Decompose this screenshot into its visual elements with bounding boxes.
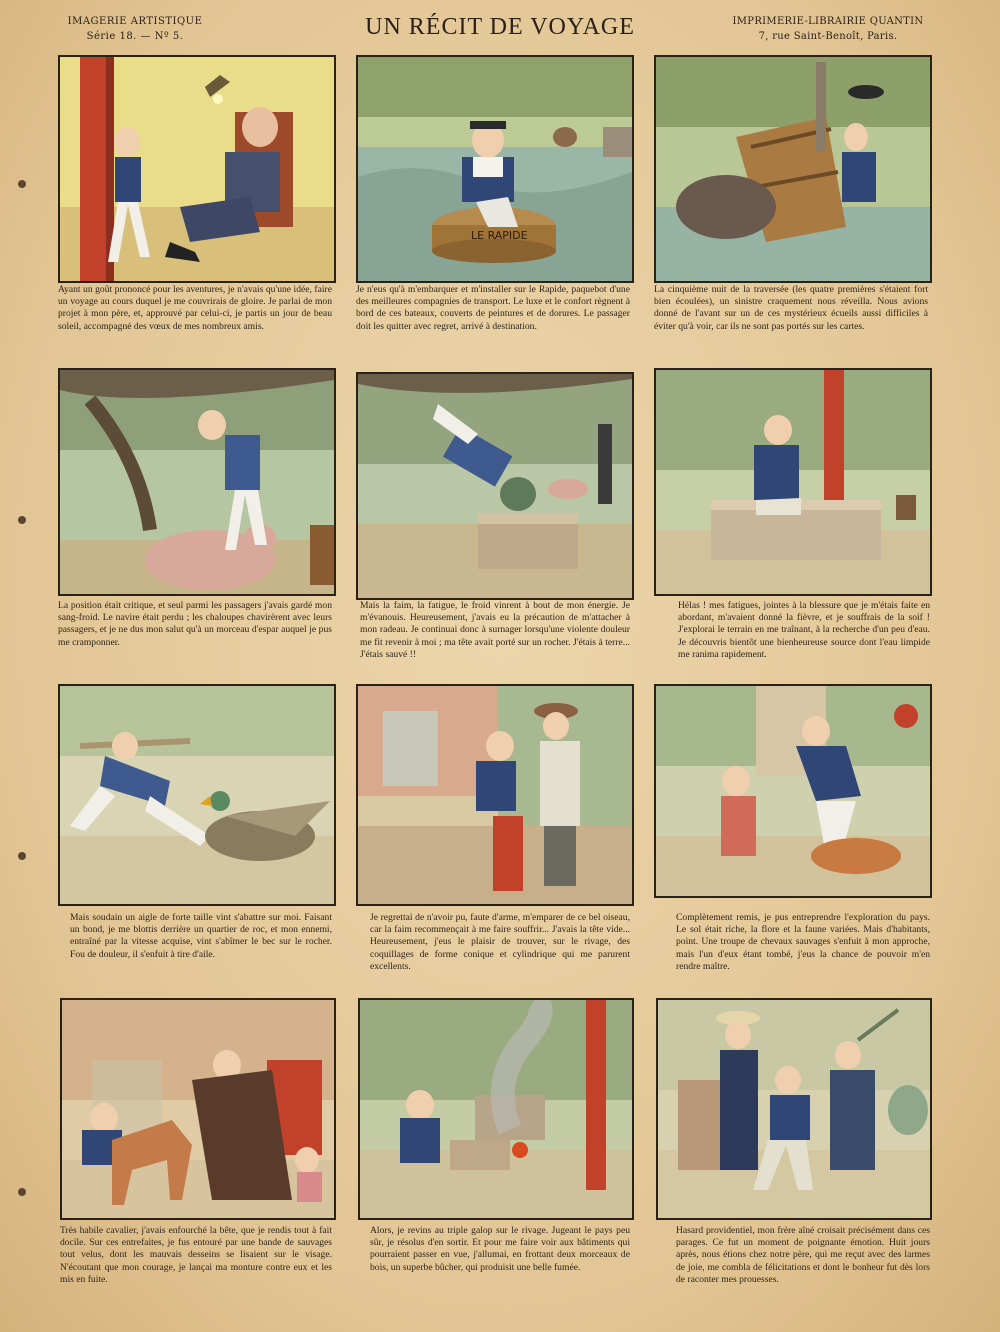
panel-5-caption: Mais la faim, la fatigue, le froid vinrent à bout de mon énergie. Je m'évanouis. Heureusement, j'avais eu la précaution de m'attacher à mon radeau. Je continuai donc à surnager lorsqu'une violente douleur me fit revenir à moi ; ma tête avait porté sur un rocher. J'étais à terre... J'étais sauvé !! bbox=[360, 600, 630, 660]
panel-10-caption: Très habile cavalier, j'avais enfourché la bête, que je rendis tout à fait docile. Sur ces entrefaites, je fus entouré par une bande de sauvages tout velus, dont les mauvais desseins se lisaient sur le visage. N'écoutant que mon courage, je lançai ma monture contre eux et les mis en fuite. bbox=[60, 1225, 332, 1285]
series-number: Série 18. — Nº 5. bbox=[86, 31, 184, 42]
panel-6-caption: Hélas ! mes fatigues, jointes à la blessure que je m'étais faite en abordant, m'avaient donné la fièvre, et je souffrais de la soif ! J'explorai le terrain en me traînant, à la recherche d'un peu d'eau. Je découvris bientôt une bienheureuse source dont l'eau limpide me ranima rapidement. bbox=[678, 600, 930, 660]
panel-8-caption: Je regrettai de n'avoir pu, faute d'arme, m'emparer de ce bel oiseau, car la faim recommençait à me faire souffrir... J'avais la tête vide... Heureusement, j'eus le plaisir de trouver, sur le rivage, des coquillages de forme conique et cylindrique qui me parurent excellents. bbox=[370, 912, 630, 972]
panel-5-illustration bbox=[356, 372, 634, 600]
tub-label: LE RAPIDE bbox=[471, 229, 528, 242]
panel-12-caption: Hasard providentiel, mon frère aîné croisait précisément dans ces parages. Ce fut un moment de poignante émotion. Huit jours après, nous étions chez notre père, qui me reçut avec des larmes de joie, me combla de félicitations et dont le bonheur fut dès lors de raconter mes prouesses. bbox=[676, 1225, 930, 1285]
panel-12-illustration bbox=[656, 998, 932, 1220]
panel-3-illustration bbox=[654, 55, 932, 283]
panel-8-illustration bbox=[356, 684, 634, 906]
printer-address: 7, rue Saint-Benoît, Paris. bbox=[758, 31, 898, 42]
panel-3-caption: La cinquième nuit de la traversée (les quatre premières s'étaient fort bien écoulées), un sinistre craquement nous réveilla. Nous avions donné de l'avant sur un de ces mystérieux écueils aussi difficiles à éviter qu'à voir, car ils ne sont pas portés sur les cartes. bbox=[654, 284, 928, 332]
printer-name: IMPRIMERIE-LIBRAIRIE QUANTIN bbox=[732, 16, 924, 27]
page-title: UN RÉCIT DE VOYAGE bbox=[365, 14, 635, 40]
binding-hole bbox=[18, 1188, 26, 1196]
panel-9-illustration bbox=[654, 684, 932, 898]
panel-2-caption: Je n'eus qu'à m'embarquer et m'installer sur le Rapide, paquebot d'une des meilleures compagnies de transport. Le luxe et le confort règnent à bord de ces bateaux, couverts de peintures et de dorures. Le passager doit les quitter avec regret, arrivé à destination. bbox=[356, 284, 630, 332]
panel-11-illustration bbox=[358, 998, 634, 1220]
publisher-series bbox=[60, 14, 210, 44]
panel-6-illustration bbox=[654, 368, 932, 596]
series-name: IMAGERIE ARTISTIQUE bbox=[67, 16, 203, 27]
panel-10-illustration bbox=[60, 998, 336, 1220]
panel-7-caption: Mais soudain un aigle de forte taille vint s'abattre sur moi. Faisant un bond, je me blottis derrière un quartier de roc, et mon ennemi, entraîné par la vitesse acquise, vint s'abîmer le bec sur le rocher. Fou de douleur, il s'enfuit à tire d'aile. bbox=[70, 912, 332, 960]
binding-hole bbox=[18, 180, 26, 188]
printer-info bbox=[728, 14, 928, 44]
panel-1-caption: Ayant un goût prononcé pour les aventures, je n'avais qu'une idée, faire un voyage au cours duquel je me couvrirais de gloire. Je parlai de mon projet à mon père, et, approuvé par celui-ci, je partis un jour de beau soleil, accompagné des vœux de mes nombreux amis. bbox=[58, 284, 332, 332]
panel-1-illustration bbox=[58, 55, 336, 283]
panel-4-caption: La position était critique, et seul parmi les passagers j'avais gardé mon sang-froid. Le navire était perdu ; les chaloupes chavirèrent avec leurs passagers, et je ne dus mon salut qu'à un morceau d'espar auquel je pus me cramponner. bbox=[58, 600, 332, 648]
panel-4-illustration bbox=[58, 368, 336, 596]
panel-9-caption: Complètement remis, je pus entreprendre l'exploration du pays. Le sol était riche, la flore et la faune variées. Mais d'habitants, point. Une troupe de chevaux sauvages s'enfuit à mon approche, mais l'un d'eux étant tombé, j'eus la chance de pouvoir m'en rendre maître. bbox=[676, 912, 930, 972]
panel-2-illustration bbox=[356, 55, 634, 283]
panel-11-caption: Alors, je revins au triple galop sur le rivage. Jugeant le pays peu sûr, je résolus d'en sortir. Et pour me faire voir aux bâtiments qui pourraient passer en vue, j'allumai, en frottant deux morceaux de bois, un superbe bûcher, qui produisit une belle fumée. bbox=[370, 1225, 630, 1273]
panel-7-illustration bbox=[58, 684, 336, 906]
binding-hole bbox=[18, 516, 26, 524]
binding-hole bbox=[18, 852, 26, 860]
